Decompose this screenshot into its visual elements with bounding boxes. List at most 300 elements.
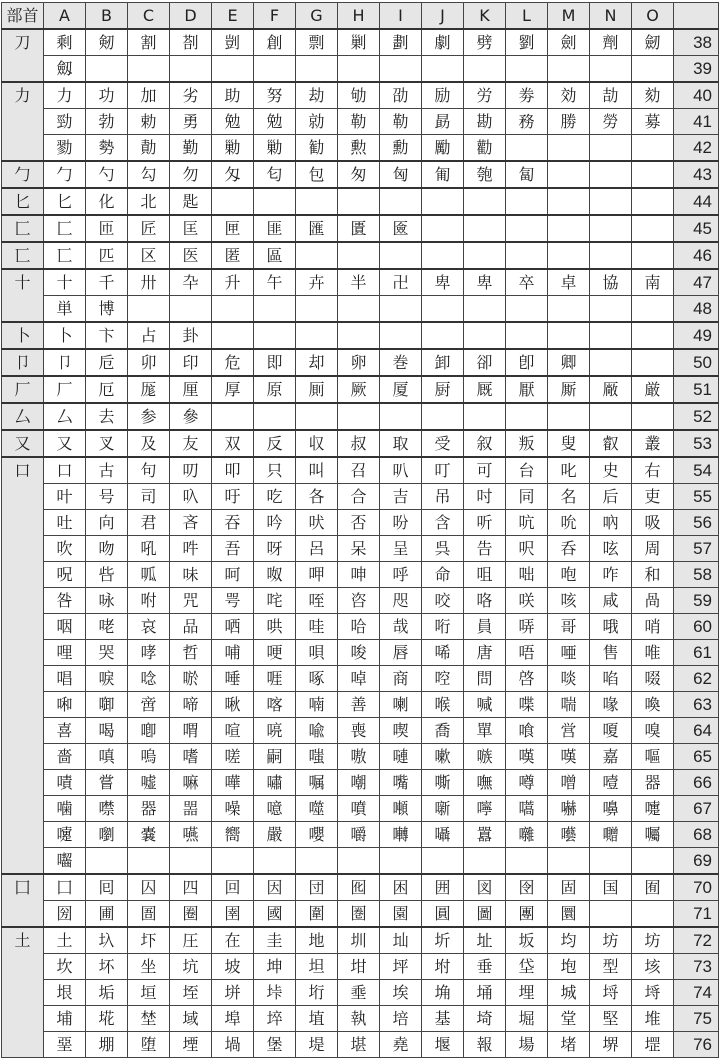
kanji-cell: 唹	[170, 666, 212, 692]
column-header: O	[632, 3, 674, 30]
kanji-cell: 劉	[506, 29, 548, 56]
kanji-cell: 圸	[380, 927, 422, 954]
kanji-cell: 埣	[254, 1006, 296, 1032]
kanji-cell: 劬	[338, 82, 380, 109]
kanji-cell: 勞	[590, 109, 632, 135]
kanji-cell: 呼	[380, 562, 422, 588]
kanji-cell	[548, 56, 590, 83]
kanji-cell	[548, 215, 590, 242]
kanji-cell: 善	[338, 692, 380, 718]
kanji-cell	[212, 56, 254, 83]
kanji-cell: 卓	[548, 269, 590, 296]
column-header: J	[422, 3, 464, 30]
kanji-cell: 商	[380, 666, 422, 692]
kanji-cell: 吟	[254, 510, 296, 536]
kanji-cell: 器	[632, 770, 674, 796]
kanji-cell	[422, 848, 464, 875]
kanji-cell: 加	[128, 82, 170, 109]
kanji-cell: 去	[86, 403, 128, 430]
kanji-cell: 堅	[590, 1006, 632, 1032]
kanji-cell: 哮	[128, 640, 170, 666]
kanji-cell: 国	[590, 874, 632, 901]
kanji-cell	[464, 403, 506, 430]
row-number: 50	[674, 349, 719, 376]
kanji-cell: 呵	[212, 562, 254, 588]
kanji-cell: 嘩	[212, 770, 254, 796]
kanji-cell	[338, 56, 380, 83]
kanji-cell: 呉	[422, 536, 464, 562]
kanji-cell	[548, 403, 590, 430]
kanji-cell: 噺	[422, 796, 464, 822]
kanji-cell: 堀	[506, 1006, 548, 1032]
kanji-cell: 厶	[44, 403, 86, 430]
kanji-cell: 君	[128, 510, 170, 536]
kanji-cell: 圳	[338, 927, 380, 954]
header-row	[2, 3, 719, 30]
table-body	[2, 29, 719, 1058]
kanji-cell	[296, 242, 338, 269]
radical-cell: 口	[2, 457, 44, 874]
kanji-cell: 原	[254, 376, 296, 403]
kanji-cell: 嗣	[254, 744, 296, 770]
kanji-cell	[254, 56, 296, 83]
kanji-cell: 効	[548, 82, 590, 109]
kanji-cell: 喉	[422, 692, 464, 718]
kanji-cell: 哽	[254, 640, 296, 666]
radical-cell: 力	[2, 82, 44, 161]
kanji-cell: 努	[254, 82, 296, 109]
kanji-cell: 匐	[506, 161, 548, 188]
kanji-cell: 助	[212, 82, 254, 109]
kanji-cell: 咬	[422, 588, 464, 614]
kanji-cell: 坦	[296, 954, 338, 980]
kanji-cell: 埇	[464, 980, 506, 1006]
kanji-cell: 堝	[212, 1032, 254, 1058]
row-number: 61	[674, 640, 719, 666]
table-row	[2, 403, 719, 430]
table-row	[2, 640, 719, 666]
column-header: M	[548, 3, 590, 30]
table-row	[2, 562, 719, 588]
kanji-cell: 坩	[338, 954, 380, 980]
kanji-cell	[506, 56, 548, 83]
kanji-cell: 匳	[380, 215, 422, 242]
kanji-cell	[380, 242, 422, 269]
radical-cell: 厂	[2, 376, 44, 403]
kanji-cell: 司	[128, 484, 170, 510]
kanji-cell: 埀	[338, 980, 380, 1006]
kanji-cell: 匂	[254, 161, 296, 188]
row-number: 40	[674, 82, 719, 109]
kanji-cell: 匸	[44, 242, 86, 269]
kanji-cell: 勿	[170, 161, 212, 188]
kanji-cell: 巻	[380, 349, 422, 376]
kanji-cell: 味	[170, 562, 212, 588]
kanji-cell: 匕	[44, 188, 86, 215]
kanji-cell: 咤	[254, 588, 296, 614]
kanji-cell	[422, 56, 464, 83]
kanji-cell: 卦	[170, 322, 212, 349]
kanji-cell: 啗	[590, 666, 632, 692]
row-number: 42	[674, 135, 719, 162]
kanji-cell	[548, 322, 590, 349]
kanji-cell: 唔	[506, 640, 548, 666]
kanji-cell: 厨	[422, 376, 464, 403]
kanji-cell	[254, 296, 296, 323]
kanji-cell: 含	[422, 510, 464, 536]
kanji-cell: 在	[212, 927, 254, 954]
kanji-cell	[548, 188, 590, 215]
kanji-cell: 囿	[632, 874, 674, 901]
kanji-cell: 喃	[296, 692, 338, 718]
kanji-cell: 厘	[170, 376, 212, 403]
kanji-cell: 哇	[296, 614, 338, 640]
kanji-cell: 喙	[590, 692, 632, 718]
kanji-cell: 右	[632, 457, 674, 484]
kanji-cell: 務	[506, 109, 548, 135]
kanji-cell: 唖	[548, 640, 590, 666]
kanji-cell: 堺	[590, 1032, 632, 1058]
kanji-cell	[506, 296, 548, 323]
column-header: H	[338, 3, 380, 30]
table-row	[2, 510, 719, 536]
kanji-cell: 台	[506, 457, 548, 484]
table-row	[2, 614, 719, 640]
kanji-cell: 土	[44, 927, 86, 954]
kanji-cell: 叩	[212, 457, 254, 484]
kanji-cell: 吁	[212, 484, 254, 510]
column-header: B	[86, 3, 128, 30]
kanji-cell	[590, 403, 632, 430]
kanji-cell	[590, 242, 632, 269]
kanji-cell: 命	[422, 562, 464, 588]
kanji-cell: 圜	[548, 901, 590, 928]
kanji-cell: 垢	[86, 980, 128, 1006]
kanji-cell: 勧	[296, 135, 338, 162]
kanji-cell: 力	[44, 82, 86, 109]
kanji-cell: 坎	[44, 954, 86, 980]
kanji-cell: 嘸	[464, 770, 506, 796]
kanji-cell: 卻	[464, 349, 506, 376]
kanji-cell: 劍	[548, 29, 590, 56]
row-number: 68	[674, 822, 719, 848]
table-row	[2, 215, 719, 242]
kanji-cell: 匠	[128, 215, 170, 242]
kanji-cell	[254, 848, 296, 875]
kanji-cell: 剿	[338, 29, 380, 56]
kanji-cell: 嚶	[296, 822, 338, 848]
kanji-cell: 吃	[254, 484, 296, 510]
kanji-cell: 垰	[254, 980, 296, 1006]
kanji-cell: 哉	[380, 614, 422, 640]
kanji-cell: 医	[170, 242, 212, 269]
kanji-cell	[254, 322, 296, 349]
kanji-cell	[86, 848, 128, 875]
kanji-cell: 只	[254, 457, 296, 484]
row-number: 51	[674, 376, 719, 403]
kanji-cell: 哨	[632, 614, 674, 640]
kanji-cell: 啝	[44, 692, 86, 718]
kanji-cell: 呻	[338, 562, 380, 588]
kanji-cell	[590, 349, 632, 376]
kanji-cell: 嚠	[86, 822, 128, 848]
kanji-cell: 噐	[170, 796, 212, 822]
kanji-cell: 咀	[464, 562, 506, 588]
kanji-cell: 堂	[548, 1006, 590, 1032]
kanji-cell	[590, 135, 632, 162]
kanji-cell	[254, 403, 296, 430]
kanji-cell: 匱	[338, 215, 380, 242]
kanji-cell: 吩	[380, 510, 422, 536]
kanji-cell	[548, 296, 590, 323]
column-header: N	[590, 3, 632, 30]
kanji-cell: 否	[338, 510, 380, 536]
kanji-cell: 啅	[338, 666, 380, 692]
radical-cell: 刀	[2, 29, 44, 82]
kanji-cell	[506, 188, 548, 215]
kanji-cell: 坏	[86, 954, 128, 980]
kanji-cell: 嘗	[86, 770, 128, 796]
kanji-cell	[338, 848, 380, 875]
table-row	[2, 135, 719, 162]
kanji-cell	[632, 349, 674, 376]
kanji-cell: 因	[254, 874, 296, 901]
kanji-cell: 品	[170, 614, 212, 640]
kanji-cell: 唾	[212, 666, 254, 692]
table-row	[2, 744, 719, 770]
table-row	[2, 980, 719, 1006]
table-row	[2, 770, 719, 796]
kanji-cell: 劔	[44, 56, 86, 83]
table-row	[2, 161, 719, 188]
kanji-cell: 哢	[506, 614, 548, 640]
kanji-cell: 咋	[590, 562, 632, 588]
kanji-cell: 割	[128, 29, 170, 56]
kanji-cell: 坂	[506, 927, 548, 954]
row-number: 46	[674, 242, 719, 269]
table-row	[2, 874, 719, 901]
kanji-cell: 均	[548, 927, 590, 954]
kanji-cell: 唆	[338, 640, 380, 666]
kanji-cell: 后	[590, 484, 632, 510]
kanji-cell: 叟	[548, 430, 590, 457]
kanji-cell: 喬	[422, 718, 464, 744]
row-number: 49	[674, 322, 719, 349]
kanji-cell: 勹	[44, 161, 86, 188]
kanji-cell: 單	[464, 718, 506, 744]
kanji-cell: 售	[590, 640, 632, 666]
kanji-cell: 埴	[296, 1006, 338, 1032]
kanji-cell: 嘯	[254, 770, 296, 796]
kanji-cell: 却	[296, 349, 338, 376]
kanji-cell: 厮	[548, 376, 590, 403]
kanji-cell: 受	[422, 430, 464, 457]
kanji-cell: 勣	[128, 135, 170, 162]
kanji-cell: 嘆	[506, 744, 548, 770]
kanji-cell: 喚	[632, 692, 674, 718]
kanji-cell: 嗔	[86, 744, 128, 770]
table-row	[2, 692, 719, 718]
kanji-cell: 匍	[422, 161, 464, 188]
row-number: 47	[674, 269, 719, 296]
kanji-cell: 勁	[44, 109, 86, 135]
column-header: E	[212, 3, 254, 30]
kanji-cell: 囑	[632, 822, 674, 848]
kanji-cell: 勤	[170, 135, 212, 162]
kanji-cell	[590, 56, 632, 83]
row-number: 55	[674, 484, 719, 510]
kanji-cell: 取	[380, 430, 422, 457]
kanji-cell: 匈	[380, 161, 422, 188]
kanji-cell: 劫	[296, 82, 338, 109]
kanji-cell: 嗅	[632, 718, 674, 744]
kanji-cell: 啀	[254, 666, 296, 692]
kanji-cell: 名	[548, 484, 590, 510]
kanji-cell: 圦	[86, 927, 128, 954]
table-row	[2, 188, 719, 215]
kanji-cell: 回	[212, 874, 254, 901]
kanji-cell: 哩	[44, 640, 86, 666]
kanji-cell: 呰	[86, 562, 128, 588]
kanji-cell	[338, 242, 380, 269]
kanji-cell: 呈	[380, 536, 422, 562]
table-row	[2, 82, 719, 109]
kanji-cell: 堪	[338, 1032, 380, 1058]
kanji-cell: 唄	[296, 640, 338, 666]
column-header: A	[44, 3, 86, 30]
table-row	[2, 322, 719, 349]
kanji-cell	[212, 296, 254, 323]
radical-column-header: 部首	[2, 3, 44, 30]
kanji-cell: 圏	[338, 901, 380, 928]
column-header: F	[254, 3, 296, 30]
kanji-cell: 圉	[212, 901, 254, 928]
kanji-cell: 卯	[128, 349, 170, 376]
kanji-cell: 北	[128, 188, 170, 215]
kanji-cell: 堙	[170, 1032, 212, 1058]
kanji-cell: 啄	[296, 666, 338, 692]
kanji-cell: 口	[44, 457, 86, 484]
row-number: 72	[674, 927, 719, 954]
kanji-cell: 困	[380, 874, 422, 901]
kanji-cell: 呎	[506, 536, 548, 562]
kanji-cell: 嗟	[212, 744, 254, 770]
kanji-cell: 呪	[44, 562, 86, 588]
kanji-cell: 協	[590, 269, 632, 296]
kanji-cell: 卆	[170, 269, 212, 296]
table-row	[2, 666, 719, 692]
kanji-cell: 嗽	[422, 744, 464, 770]
kanji-cell: 吞	[212, 510, 254, 536]
table-row	[2, 269, 719, 296]
row-number: 59	[674, 588, 719, 614]
kanji-cell	[422, 322, 464, 349]
kanji-cell: 嚴	[254, 822, 296, 848]
radical-cell: 卜	[2, 322, 44, 349]
kanji-cell: 喀	[254, 692, 296, 718]
kanji-cell: 反	[254, 430, 296, 457]
kanji-cell: 吮	[548, 510, 590, 536]
kanji-cell: 哈	[338, 614, 380, 640]
kanji-cell: 參	[170, 403, 212, 430]
kanji-cell	[128, 848, 170, 875]
kanji-cell: 厭	[506, 376, 548, 403]
kanji-cell: 嘲	[338, 770, 380, 796]
kanji-cell: 勃	[86, 109, 128, 135]
kanji-cell: 吶	[590, 510, 632, 536]
kanji-cell: 區	[254, 242, 296, 269]
kanji-cell: 吉	[380, 484, 422, 510]
kanji-cell	[422, 188, 464, 215]
kanji-cell: 嘱	[296, 770, 338, 796]
kanji-cell: 堊	[44, 1032, 86, 1058]
radical-cell: 又	[2, 430, 44, 457]
kanji-cell: 唇	[380, 640, 422, 666]
kanji-cell	[212, 848, 254, 875]
kanji-cell: 嘆	[548, 744, 590, 770]
kanji-cell	[170, 56, 212, 83]
kanji-cell: 喩	[296, 718, 338, 744]
kanji-cell: 圄	[128, 901, 170, 928]
kanji-cell: 匙	[170, 188, 212, 215]
kanji-cell: 吼	[128, 536, 170, 562]
kanji-cell: 問	[464, 666, 506, 692]
kanji-cell: 勠	[44, 135, 86, 162]
kanji-cell: 哀	[128, 614, 170, 640]
kanji-cell: 吻	[86, 536, 128, 562]
kanji-cell: 堡	[254, 1032, 296, 1058]
kanji-cell	[296, 188, 338, 215]
kanji-cell: 卞	[86, 322, 128, 349]
kanji-cell: 咾	[86, 614, 128, 640]
row-number: 58	[674, 562, 719, 588]
kanji-cell: 嚏	[632, 796, 674, 822]
kanji-cell: 噤	[86, 796, 128, 822]
kanji-cell	[338, 188, 380, 215]
kanji-cell	[590, 188, 632, 215]
kanji-cell: 印	[170, 349, 212, 376]
kanji-cell: 坑	[170, 954, 212, 980]
kanji-cell: 吠	[296, 510, 338, 536]
kanji-cell: 匹	[86, 242, 128, 269]
kanji-cell: 吽	[170, 536, 212, 562]
kanji-cell: 噬	[296, 796, 338, 822]
kanji-cell	[380, 848, 422, 875]
kanji-cell: 坤	[254, 954, 296, 980]
kanji-cell: 囀	[380, 822, 422, 848]
kanji-cell: 喨	[254, 718, 296, 744]
kanji-cell: 剴	[212, 29, 254, 56]
kanji-cell	[590, 161, 632, 188]
kanji-cell: 囈	[548, 822, 590, 848]
radical-cell: 匸	[2, 242, 44, 269]
kanji-cell: 勝	[548, 109, 590, 135]
kanji-cell	[506, 848, 548, 875]
kanji-cell: 叡	[590, 430, 632, 457]
kanji-cell	[464, 296, 506, 323]
table-row	[2, 927, 719, 954]
kanji-cell: 喝	[86, 718, 128, 744]
table-row	[2, 109, 719, 135]
kanji-cell: 園	[380, 901, 422, 928]
kanji-cell: 叛	[506, 430, 548, 457]
kanji-cell: 叫	[296, 457, 338, 484]
kanji-cell: 可	[464, 457, 506, 484]
kanji-cell: 噌	[548, 770, 590, 796]
kanji-cell: 噴	[338, 796, 380, 822]
kanji-cell: 報	[464, 1032, 506, 1058]
kanji-cell	[632, 901, 674, 928]
